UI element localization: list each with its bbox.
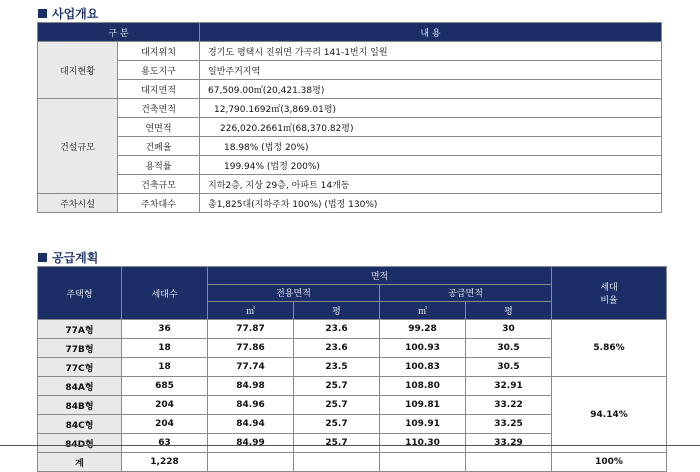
cell-ex-m2: 84.99 bbox=[208, 434, 294, 453]
cell-total-label: 계 bbox=[38, 453, 122, 472]
cell-sp-m2: 100.83 bbox=[380, 358, 466, 377]
header-households: 세대수 bbox=[122, 267, 208, 320]
cell-ex-py: 23.6 bbox=[294, 320, 380, 339]
row-label: 연면적 bbox=[118, 118, 200, 137]
table-row bbox=[38, 320, 667, 339]
cell-households: 204 bbox=[122, 396, 208, 415]
cell-sp-m2: 108.80 bbox=[380, 377, 466, 396]
cell-ex-py: 25.7 bbox=[294, 377, 380, 396]
cell-ex-m2: 84.98 bbox=[208, 377, 294, 396]
header-content: 내 용 bbox=[200, 23, 662, 42]
cell-type: 84B형 bbox=[38, 396, 122, 415]
overview-header-row bbox=[38, 23, 662, 42]
header-exclusive: 전용면적 bbox=[208, 284, 380, 302]
cell-households: 63 bbox=[122, 434, 208, 453]
cell-type: 84D형 bbox=[38, 434, 122, 453]
cell-ex-py: 25.7 bbox=[294, 396, 380, 415]
cell-households: 204 bbox=[122, 415, 208, 434]
supply-table bbox=[37, 266, 667, 472]
table-row bbox=[38, 194, 662, 213]
row-label: 주차대수 bbox=[118, 194, 200, 213]
overview-table bbox=[37, 22, 662, 213]
cell-empty bbox=[294, 453, 380, 472]
cell-sp-py: 33.29 bbox=[466, 434, 552, 453]
header-ex-sqm: ㎡ bbox=[208, 302, 294, 320]
table-row bbox=[38, 42, 662, 61]
row-label: 대지면적 bbox=[118, 80, 200, 99]
cell-empty bbox=[208, 453, 294, 472]
overview-section-title: 사업개요 bbox=[38, 5, 98, 22]
row-value: 지하2층, 지상 29층, 아파트 14개동 bbox=[200, 175, 662, 194]
header-sp-sqm: ㎡ bbox=[380, 302, 466, 320]
cell-ex-m2: 84.94 bbox=[208, 415, 294, 434]
cell-ex-m2: 77.86 bbox=[208, 339, 294, 358]
header-supply-area: 공급면적 bbox=[380, 284, 552, 302]
cell-ex-m2: 77.74 bbox=[208, 358, 294, 377]
row-label: 건폐율 bbox=[118, 137, 200, 156]
row-label: 용도지구 bbox=[118, 61, 200, 80]
cell-households: 36 bbox=[122, 320, 208, 339]
table-row bbox=[38, 156, 662, 175]
cell-ratio-84: 94.14% bbox=[552, 377, 667, 453]
row-value: 67,509.00㎡(20,421.38평) bbox=[200, 80, 662, 99]
row-value: 18.98% (법정 20%) bbox=[200, 137, 662, 156]
header-ratio: 세대 비율 bbox=[552, 267, 667, 320]
cell-ex-py: 23.5 bbox=[294, 358, 380, 377]
row-label: 건축규모 bbox=[118, 175, 200, 194]
cell-total-ratio: 100% bbox=[552, 453, 667, 472]
cell-ex-m2: 84.96 bbox=[208, 396, 294, 415]
row-value: 226,020.2661㎡(68,370.82평) bbox=[200, 118, 662, 137]
cell-empty bbox=[380, 453, 466, 472]
cell-sp-py: 32.91 bbox=[466, 377, 552, 396]
table-row bbox=[38, 137, 662, 156]
cell-ex-py: 23.6 bbox=[294, 339, 380, 358]
table-row bbox=[38, 99, 662, 118]
cell-ratio-77: 5.86% bbox=[552, 320, 667, 377]
supply-section-title: 공급계획 bbox=[38, 249, 98, 266]
group-parking: 주차시설 bbox=[38, 194, 118, 213]
cell-sp-py: 30.5 bbox=[466, 358, 552, 377]
cell-ex-py: 25.7 bbox=[294, 434, 380, 453]
row-label: 용적률 bbox=[118, 156, 200, 175]
cell-sp-m2: 110.30 bbox=[380, 434, 466, 453]
cell-type: 77C형 bbox=[38, 358, 122, 377]
cell-sp-py: 30 bbox=[466, 320, 552, 339]
header-category: 구 분 bbox=[38, 23, 200, 42]
cell-ex-py: 25.7 bbox=[294, 415, 380, 434]
row-value: 총1,825대(지하주차 100%) (법정 130%) bbox=[200, 194, 662, 213]
table-row bbox=[38, 80, 662, 99]
row-value: 경기도 평택시 진위면 가곡리 141-1번지 일원 bbox=[200, 42, 662, 61]
cell-sp-m2: 100.93 bbox=[380, 339, 466, 358]
cell-type: 77B형 bbox=[38, 339, 122, 358]
group-site: 대지현황 bbox=[38, 42, 118, 99]
cell-sp-py: 33.25 bbox=[466, 415, 552, 434]
cell-households: 685 bbox=[122, 377, 208, 396]
header-ex-pyeong: 평 bbox=[294, 302, 380, 320]
cell-sp-py: 33.22 bbox=[466, 396, 552, 415]
square-bullet-icon bbox=[38, 9, 47, 18]
header-area: 면적 bbox=[208, 267, 552, 285]
cell-total-households: 1,228 bbox=[122, 453, 208, 472]
cell-households: 18 bbox=[122, 358, 208, 377]
row-label: 대지위치 bbox=[118, 42, 200, 61]
table-row bbox=[38, 118, 662, 137]
row-value: 199.94% (법정 200%) bbox=[200, 156, 662, 175]
header-sp-pyeong: 평 bbox=[466, 302, 552, 320]
cell-sp-m2: 99.28 bbox=[380, 320, 466, 339]
cell-sp-py: 30.5 bbox=[466, 339, 552, 358]
square-bullet-icon bbox=[38, 253, 47, 262]
total-row bbox=[38, 453, 667, 472]
table-row bbox=[38, 61, 662, 80]
row-value: 일반주거지역 bbox=[200, 61, 662, 80]
cell-type: 77A형 bbox=[38, 320, 122, 339]
bottom-divider bbox=[0, 445, 700, 446]
cell-sp-m2: 109.91 bbox=[380, 415, 466, 434]
table-row bbox=[38, 377, 667, 396]
row-value: 12,790.1692㎡(3,869.01평) bbox=[200, 99, 662, 118]
group-construction: 건설규모 bbox=[38, 99, 118, 194]
header-type: 주택형 bbox=[38, 267, 122, 320]
cell-type: 84A형 bbox=[38, 377, 122, 396]
row-label: 건축면적 bbox=[118, 99, 200, 118]
cell-sp-m2: 109.81 bbox=[380, 396, 466, 415]
supply-header-row-1 bbox=[38, 267, 667, 285]
cell-type: 84C형 bbox=[38, 415, 122, 434]
cell-households: 18 bbox=[122, 339, 208, 358]
cell-ex-m2: 77.87 bbox=[208, 320, 294, 339]
table-row bbox=[38, 175, 662, 194]
cell-empty bbox=[466, 453, 552, 472]
